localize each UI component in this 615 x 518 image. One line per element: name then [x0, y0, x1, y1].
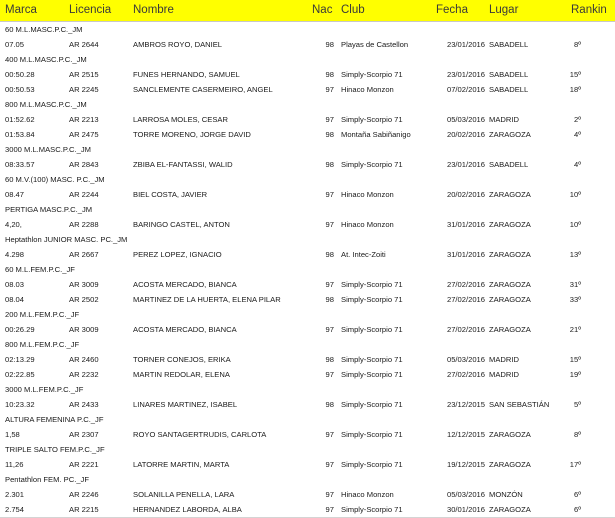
cell-ranking[interactable]: 2º — [574, 115, 581, 124]
cell-nombre[interactable]: HERNANDEZ LABORDA, ALBA — [133, 505, 242, 514]
cell-nac[interactable]: 98 — [325, 250, 334, 259]
cell-fecha[interactable]: 12/12/2015 — [446, 430, 485, 439]
cell-licencia[interactable]: AR 2515 — [69, 70, 99, 79]
cell-lugar[interactable]: SABADELL — [489, 40, 529, 49]
cell-club[interactable]: At. Intec-Zoiti — [341, 250, 386, 259]
cell-nac[interactable]: 97 — [325, 370, 334, 379]
section-label[interactable]: Pentathlon FEM. PC._JF — [5, 475, 89, 484]
cell-nac[interactable]: 97 — [325, 190, 334, 199]
cell-nac[interactable]: 97 — [325, 220, 334, 229]
table-row — [0, 217, 615, 233]
cell-ranking[interactable]: 18º — [569, 85, 581, 94]
cell-ranking[interactable]: 8º — [574, 40, 581, 49]
table-row — [0, 457, 615, 473]
cell-club[interactable]: Simply-Scorpio 71 — [341, 70, 403, 79]
cell-lugar[interactable]: MADRID — [489, 115, 519, 124]
cell-fecha[interactable]: 20/02/2016 — [446, 190, 485, 199]
cell-club[interactable]: Playas de Castellon — [341, 40, 409, 49]
cell-marca[interactable]: 2.301 — [5, 490, 25, 499]
table-row — [0, 82, 615, 98]
cell-licencia[interactable]: AR 2460 — [69, 355, 99, 364]
section-row — [0, 307, 615, 323]
cell-nombre[interactable]: LARROSA MOLES, CESAR — [133, 115, 228, 124]
cell-nombre[interactable]: TORNER CONEJOS, ERIKA — [133, 355, 231, 364]
table-row — [0, 157, 615, 173]
section-label[interactable]: Heptathlon JUNIOR MASC. PC._JM — [5, 235, 128, 244]
cell-club[interactable]: Simply-Scorpio 71 — [341, 355, 403, 364]
cell-lugar[interactable]: ZARAGOZA — [489, 325, 531, 334]
cell-licencia[interactable]: AR 2433 — [69, 400, 99, 409]
cell-licencia[interactable]: AR 3009 — [69, 280, 99, 289]
cell-nac[interactable]: 98 — [325, 295, 334, 304]
cell-club[interactable]: Simply-Scorpio 71 — [341, 325, 403, 334]
cell-nombre[interactable]: FUNES HERNANDO, SAMUEL — [133, 70, 240, 79]
cell-lugar[interactable]: ZARAGOZA — [489, 430, 531, 439]
cell-club[interactable]: Simply-Scorpio 71 — [341, 370, 403, 379]
cell-ranking[interactable]: 10º — [569, 220, 581, 229]
section-label[interactable]: 3000 M.L.FEM.P.C._JF — [5, 385, 84, 394]
cell-club[interactable]: Simply-Scorpio 71 — [341, 430, 403, 439]
cell-nac[interactable]: 98 — [325, 355, 334, 364]
header-licencia[interactable]: Licencia — [69, 4, 112, 16]
cell-ranking[interactable]: 21º — [569, 325, 581, 334]
cell-licencia[interactable]: AR 2843 — [69, 160, 99, 169]
section-row — [0, 337, 615, 353]
cell-licencia[interactable]: AR 2221 — [69, 460, 99, 469]
header-fecha[interactable]: Fecha — [436, 4, 468, 16]
cell-marca[interactable]: 4,20, — [5, 220, 22, 229]
section-label[interactable]: 800 M.L.MASC.P.C._JM — [5, 100, 87, 109]
cell-marca[interactable]: 00:50.53 — [5, 85, 35, 94]
cell-licencia[interactable]: AR 2667 — [69, 250, 99, 259]
cell-ranking[interactable]: 8º — [574, 430, 581, 439]
cell-lugar[interactable]: SAN SEBASTIÁN — [489, 400, 550, 409]
cell-nombre[interactable]: LINARES MARTINEZ, ISABEL — [133, 400, 238, 409]
cell-licencia[interactable]: AR 2307 — [69, 430, 99, 439]
cell-fecha[interactable]: 05/03/2016 — [446, 355, 485, 364]
cell-fecha[interactable]: 23/01/2016 — [446, 160, 485, 169]
cell-marca[interactable]: 00:50.28 — [5, 70, 35, 79]
cell-club[interactable]: Simply-Scorpio 71 — [341, 460, 403, 469]
cell-marca[interactable]: 08.04 — [5, 295, 25, 304]
cell-lugar[interactable]: SABADELL — [489, 85, 529, 94]
cell-licencia[interactable]: AR 2215 — [69, 505, 99, 514]
table-row — [0, 427, 615, 443]
cell-nac[interactable]: 97 — [325, 325, 334, 334]
cell-nombre[interactable]: BIEL COSTA, JAVIER — [133, 190, 208, 199]
section-row — [0, 472, 615, 488]
table-row — [0, 112, 615, 128]
cell-lugar[interactable]: ZARAGOZA — [489, 295, 531, 304]
cell-lugar[interactable]: MADRID — [489, 355, 519, 364]
cell-fecha[interactable]: 20/02/2016 — [446, 130, 485, 139]
table-row — [0, 352, 615, 368]
cell-marca[interactable]: 08:33.57 — [5, 160, 35, 169]
cell-nombre[interactable]: ACOSTA MERCADO, BIANCA — [133, 325, 237, 334]
cell-lugar[interactable]: ZARAGOZA — [489, 460, 531, 469]
section-row — [0, 142, 615, 158]
cell-nac[interactable]: 98 — [325, 400, 334, 409]
cell-fecha[interactable]: 27/02/2016 — [446, 280, 485, 289]
cell-marca[interactable]: 02:13.29 — [5, 355, 35, 364]
cell-club[interactable]: Simply-Scorpio 71 — [341, 295, 403, 304]
cell-fecha[interactable]: 27/02/2016 — [446, 295, 485, 304]
cell-nac[interactable]: 97 — [325, 280, 334, 289]
section-label[interactable]: 60 M.L.FEM.P.C._JF — [5, 265, 75, 274]
cell-club[interactable]: Hinaco Monzon — [341, 85, 394, 94]
cell-fecha[interactable]: 23/01/2016 — [446, 70, 485, 79]
cell-club[interactable]: Hinaco Monzon — [341, 190, 394, 199]
section-row — [0, 202, 615, 218]
section-label[interactable]: 400 M.L.MASC.P.C._JM — [5, 55, 87, 64]
cell-marca[interactable]: 10:23.32 — [5, 400, 35, 409]
cell-licencia[interactable]: AR 2246 — [69, 490, 99, 499]
cell-licencia[interactable]: AR 3009 — [69, 325, 99, 334]
header-ranking[interactable]: Rankin — [571, 4, 607, 16]
cell-licencia[interactable]: AR 2644 — [69, 40, 99, 49]
cell-fecha[interactable]: 31/01/2016 — [446, 220, 485, 229]
cell-ranking[interactable]: 33º — [569, 295, 581, 304]
section-row — [0, 97, 615, 113]
cell-club[interactable]: Simply-Scorpio 71 — [341, 505, 403, 514]
cell-licencia[interactable]: AR 2213 — [69, 115, 99, 124]
cell-nac[interactable]: 98 — [325, 40, 334, 49]
cell-fecha[interactable]: 23/01/2016 — [446, 40, 485, 49]
cell-marca[interactable]: 2.754 — [5, 505, 25, 514]
cell-marca[interactable]: 11,26 — [5, 460, 24, 469]
section-row — [0, 172, 615, 188]
cell-nombre[interactable]: ACOSTA MERCADO, BIANCA — [133, 280, 237, 289]
table-row — [0, 187, 615, 203]
cell-nombre[interactable]: LATORRE MARTIN, MARTA — [133, 460, 230, 469]
header-lugar[interactable]: Lugar — [489, 4, 519, 16]
cell-fecha[interactable]: 27/02/2016 — [446, 325, 485, 334]
cell-marca[interactable]: 00:26.29 — [5, 325, 35, 334]
section-label[interactable]: 800 M.L.FEM.P.C._JF — [5, 340, 80, 349]
cell-nac[interactable]: 97 — [325, 490, 334, 499]
cell-fecha[interactable]: 23/12/2015 — [446, 400, 485, 409]
cell-ranking[interactable]: 31º — [569, 280, 581, 289]
table-row — [0, 127, 615, 143]
section-row — [0, 442, 615, 458]
cell-ranking[interactable]: 4º — [574, 160, 581, 169]
cell-nombre[interactable]: TORRE MORENO, JORGE DAVID — [133, 130, 251, 139]
section-label[interactable]: 200 M.L.FEM.P.C._JF — [5, 310, 80, 319]
section-label[interactable]: 3000 M.L.MASC.P.C._JM — [5, 145, 91, 154]
section-label[interactable]: 60 M.L.MASC.P.C._JM — [5, 25, 83, 34]
section-row — [0, 382, 615, 398]
section-row — [0, 262, 615, 278]
cell-marca[interactable]: 07.05 — [5, 40, 25, 49]
cell-club[interactable]: Simply-Scorpio 71 — [341, 115, 403, 124]
cell-club[interactable]: Hinaco Monzon — [341, 490, 394, 499]
header-row — [0, 0, 615, 22]
section-label[interactable]: PERTIGA MASC.P.C._JM — [5, 205, 93, 214]
cell-fecha[interactable]: 27/02/2016 — [446, 370, 485, 379]
cell-nac[interactable]: 97 — [325, 460, 334, 469]
cell-club[interactable]: Simply-Scorpio 71 — [341, 400, 403, 409]
cell-club[interactable]: Simply-Scorpio 71 — [341, 280, 403, 289]
cell-lugar[interactable]: ZARAGOZA — [489, 250, 531, 259]
table-row — [0, 397, 615, 413]
cell-fecha[interactable]: 07/02/2016 — [446, 85, 485, 94]
cell-ranking[interactable]: 6º — [574, 505, 581, 514]
cell-ranking[interactable]: 17º — [569, 460, 581, 469]
cell-lugar[interactable]: MONZÓN — [489, 490, 523, 499]
table-row — [0, 367, 615, 383]
cell-nombre[interactable]: BARINGO CASTEL, ANTON — [133, 220, 230, 229]
section-label[interactable]: TRIPLE SALTO FEM.P.C._JF — [5, 445, 105, 454]
cell-nac[interactable]: 97 — [325, 85, 334, 94]
cell-club[interactable]: Hinaco Monzon — [341, 220, 394, 229]
cell-nac[interactable]: 97 — [325, 505, 334, 514]
cell-fecha[interactable]: 30/01/2016 — [446, 505, 485, 514]
cell-marca[interactable]: 08.47 — [5, 190, 25, 199]
cell-licencia[interactable]: AR 2502 — [69, 295, 99, 304]
cell-marca[interactable]: 01:52.62 — [5, 115, 35, 124]
cell-lugar[interactable]: ZARAGOZA — [489, 190, 531, 199]
cell-ranking[interactable]: 4º — [574, 130, 581, 139]
cell-ranking[interactable]: 19º — [569, 370, 581, 379]
section-label[interactable]: 60 M.V.(100) MASC. P.C._JM — [5, 175, 105, 184]
section-row — [0, 22, 615, 38]
cell-marca[interactable]: 01:53.84 — [5, 130, 35, 139]
cell-ranking[interactable]: 15º — [569, 70, 581, 79]
cell-nombre[interactable]: MARTINEZ DE LA HUERTA, ELENA PILAR — [133, 295, 281, 304]
cell-fecha[interactable]: 19/12/2015 — [446, 460, 485, 469]
cell-lugar[interactable]: ZARAGOZA — [489, 220, 531, 229]
table-row — [0, 37, 615, 53]
cell-nac[interactable]: 98 — [325, 130, 334, 139]
cell-ranking[interactable]: 13º — [569, 250, 581, 259]
cell-lugar[interactable]: MADRID — [489, 370, 519, 379]
section-row — [0, 412, 615, 428]
cell-nombre[interactable]: SOLANILLA PENELLA, LARA — [133, 490, 235, 499]
cell-licencia[interactable]: AR 2475 — [69, 130, 99, 139]
table-row — [0, 67, 615, 83]
cell-fecha[interactable]: 05/03/2016 — [446, 115, 485, 124]
cell-licencia[interactable]: AR 2245 — [69, 85, 99, 94]
cell-nac[interactable]: 97 — [325, 430, 334, 439]
table-row — [0, 277, 615, 293]
cell-nombre[interactable]: SANCLEMENTE CASERMEIRO, ANGEL — [133, 85, 273, 94]
cell-nombre[interactable]: AMBROS ROYO, DANIEL — [133, 40, 223, 49]
table-row — [0, 487, 615, 503]
cell-licencia[interactable]: AR 2244 — [69, 190, 99, 199]
cell-marca[interactable]: 08.03 — [5, 280, 25, 289]
cell-fecha[interactable]: 05/03/2016 — [446, 490, 485, 499]
cell-licencia[interactable]: AR 2232 — [69, 370, 99, 379]
cell-nombre[interactable]: MARTIN REDOLAR, ELENA — [133, 370, 230, 379]
cell-fecha[interactable]: 31/01/2016 — [446, 250, 485, 259]
cell-lugar[interactable]: ZARAGOZA — [489, 505, 531, 514]
cell-ranking[interactable]: 10º — [569, 190, 581, 199]
cell-ranking[interactable]: 5º — [574, 400, 581, 409]
header-club[interactable]: Club — [341, 4, 365, 16]
cell-nac[interactable]: 97 — [325, 115, 334, 124]
cell-nac[interactable]: 98 — [325, 70, 334, 79]
cell-marca[interactable]: 1,58 — [5, 430, 20, 439]
cell-marca[interactable]: 02:22.85 — [5, 370, 35, 379]
cell-nombre[interactable]: ZBIBA EL-FANTASSI, WALID — [133, 160, 233, 169]
section-row — [0, 52, 615, 68]
cell-marca[interactable]: 4.298 — [5, 250, 25, 259]
table-row — [0, 247, 615, 263]
section-label[interactable]: ALTURA FEMENINA P.C._JF — [5, 415, 104, 424]
table-row — [0, 292, 615, 308]
header-marca[interactable]: Marca — [5, 4, 37, 16]
cell-ranking[interactable]: 6º — [574, 490, 581, 499]
section-row — [0, 232, 615, 248]
cell-nombre[interactable]: PEREZ LOPEZ, IGNACIO — [133, 250, 222, 259]
cell-licencia[interactable]: AR 2288 — [69, 220, 99, 229]
header-nombre[interactable]: Nombre — [133, 4, 174, 16]
cell-lugar[interactable]: SABADELL — [489, 160, 529, 169]
header-nac[interactable]: Nac — [312, 4, 333, 16]
table-row — [0, 502, 615, 518]
cell-club[interactable]: Montaña Sabiñanigo — [341, 130, 411, 139]
cell-nombre[interactable]: ROYO SANTAGERTRUDIS, CARLOTA — [133, 430, 267, 439]
cell-club[interactable]: Simply-Scorpio 71 — [341, 160, 403, 169]
cell-ranking[interactable]: 15º — [569, 355, 581, 364]
cell-lugar[interactable]: ZARAGOZA — [489, 130, 531, 139]
cell-nac[interactable]: 98 — [325, 160, 334, 169]
table-row — [0, 322, 615, 338]
cell-lugar[interactable]: SABADELL — [489, 70, 529, 79]
cell-lugar[interactable]: ZARAGOZA — [489, 280, 531, 289]
